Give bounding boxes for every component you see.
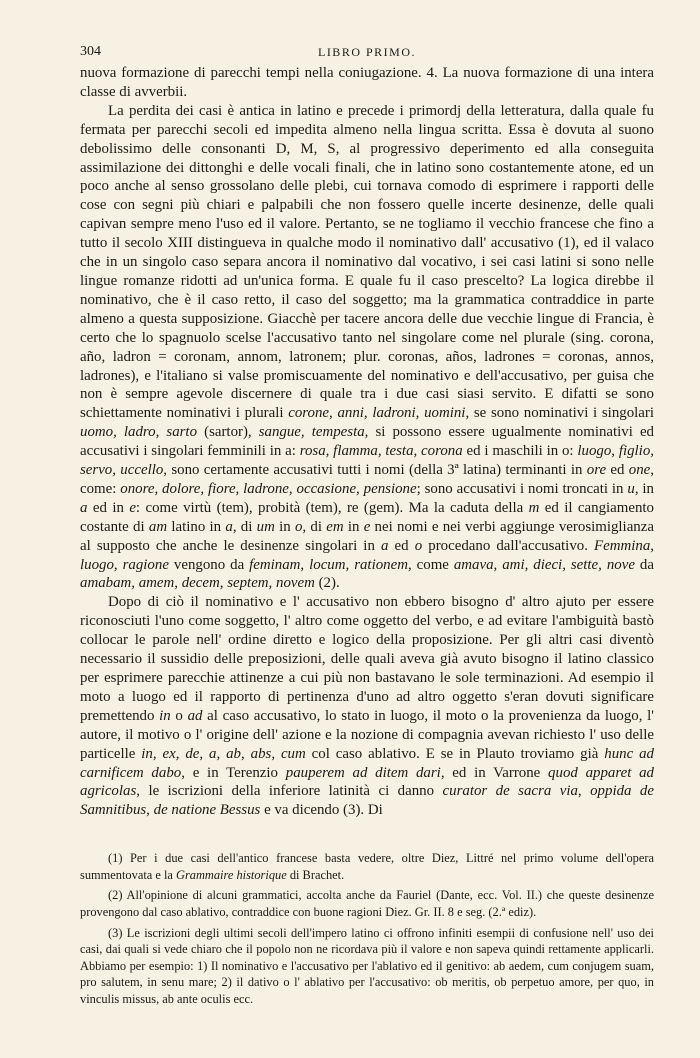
suffix-one: one [628, 462, 651, 479]
text-run: procedano dall'accusativo. [422, 537, 595, 554]
running-title: LIBRO PRIMO. [317, 45, 416, 59]
text-run: vengono da [168, 556, 250, 573]
footnote-1-tail: di Brachet. [286, 867, 345, 882]
letter-a: a [225, 518, 233, 535]
ending-um: um [256, 518, 275, 535]
text-run: e va dicendo (3). Di [260, 802, 383, 819]
esempi-accusativi: onore, dolore, fiore, ladrone, occasione, pensione [120, 480, 417, 497]
text-run: da [634, 556, 654, 573]
plurali-nominativi: corone, anni, ladroni, uomini [288, 405, 466, 422]
iscrizioni-quote: curator de sacra via, oppida de Samnitibus, de natione Bessus [80, 783, 654, 819]
text-run: o [170, 707, 188, 724]
suffix-ore: ore [586, 462, 607, 479]
page-header [80, 40, 654, 64]
footnote-1-title: Grammaire historique [176, 867, 287, 882]
text-run: : come virtù (tem), probità (tem), re (gem). Ma la caduta della [135, 499, 529, 516]
text-run: , ed in Varrone [440, 764, 549, 781]
latin-forms: feminam, locum, rationem [249, 556, 408, 573]
text-run: nei nomi e nei verbi aggiunge verosimiglianza al supposto che anche le desinenze singolari in [80, 518, 654, 554]
text-run: ; sono accusativi i nomi troncati in [416, 480, 628, 497]
sangue-tempesta: sangue, tempesta [258, 424, 365, 441]
text-run: , come: [80, 462, 654, 497]
ending-em: em [326, 518, 344, 535]
text-run: , di [302, 518, 327, 535]
letter-m: m [528, 499, 540, 516]
femminili-in-a: rosa, flamma, testa, corona [299, 443, 463, 460]
letter-o: o [294, 518, 303, 535]
prep-in: in [159, 707, 171, 724]
text-run: , si possono essere ugualmente nominativi ed accusativi i singolari femminili in a: [80, 424, 655, 460]
text-run: ed il cangiamento costante di [80, 499, 655, 535]
prep-ad: ad [187, 707, 203, 724]
text-run: , di [232, 518, 257, 535]
text-run: in [343, 518, 364, 535]
text-run: , le iscrizioni della inferiore latinità ci danno [136, 783, 443, 800]
particelle: in, ex, de, a, ab, abs, cum [141, 745, 306, 762]
paragraph-2 [80, 102, 654, 594]
text-run: in [274, 518, 295, 535]
footnote-3: (3) Le iscrizioni degli ultimi secoli dell'impero latino ci offrono infiniti esempii di confusione nell' uso dei casi, dai quali si vede chiaro che il popolo non ne ricordava più il valore e non sapeva quindi rettamente applicarli. Abbiamo per esempio: 1) Il nominativo e l'accusativo per l'ablativo ed il genitivo: ab aedem, cum conjugem suam, pro salutem, in senu mare; 2) il dativo o l' ablativo per l'accusativo: ob meritis, ob perpetuo amore, per quo, in vinculis missus, ab ante oculis ecc. [80, 925, 654, 1006]
text-run: al caso accusativo, lo stato in luogo, il moto o la provenienza da luogo, l' autore, il motivo o l' origine dell' azione e la nozione di compagnia avevan richiesto l' uso delle particelle [80, 707, 654, 762]
footnote-1-text: (1) Per i due casi dell'antico francese basta vedere, oltre Diez, Littré nel primo volume dell'opera summentovata e la [80, 851, 654, 882]
plauto-quote: hunc ad carnificem dabo [80, 745, 655, 781]
text-run: , in [634, 480, 654, 497]
paragraph-3 [80, 593, 654, 820]
letter-u: u [627, 480, 635, 497]
text-run: col caso ablativo. E se in Plauto troviamo già [305, 745, 605, 762]
paragraph-2-text: La perdita dei casi è antica in latino e precede i primordj della letteratura, dalla quale fu fermata per parecchi secoli ed impedita almeno nella lingua scritta. Essa è dovuta al suono debolissimo delle consonanti D, M, S, al progressivo deperimento ed alla conseguita assimilazione dei dittonghi e delle vocali finali, che in latino sono costantemente atone, ed un poco anche al senso grossolano delle plebi, cui tornava comodo di esprimere i rapporti delle cose con segni più chiari e palpabili che non fossero quelle incerte desinenze, delle quali capivan sempre meno l'uso ed il valore. Pertanto, se ne togliamo il vecchio francese che fino a tutto il secolo XIII distingueva in qualche modo il nominativo dall' accusativo (1), ed il valaco che in un singolo caso separa ancora il nominativo dal vocativo, i sei casi latini si sono nelle lingue romanze ridotti ad un'unica forma. E quale fu il caso prescelto? La logica direbbe il nominativo, che è il caso retto, il caso del soggetto; ma la grammatica contraddice in parte almeno a questa supposizione. Giacchè per tacere ancora delle due vecchie lingue di Francia, è certo che lo spagnuolo scelse l'accusativo tanto nel singolare come nel plurale (sing. corona, año, ladron = coronam, annom, latronem; plur. coronas, años, ladrones = coronas, annos, ladrones), e l'italiano si valse promiscuamente del nominativo e dell'accusativo, per guisa che non è sempre agevole discernere di quale tra i due casi siasi servito. E difatti se sono schiettamente nominativi i plurali [80, 102, 654, 422]
page-number: 304 [80, 44, 101, 59]
letter-e: e [129, 499, 136, 516]
main-text [80, 64, 654, 820]
maschili-in-o: luogo, figlio, servo, uccello [80, 443, 654, 479]
letter-a: a [381, 537, 389, 554]
footnote-1 [80, 850, 654, 883]
letter-a: a [80, 499, 88, 516]
latin-verbs: amabam, amem, decem, septem, novem [80, 575, 315, 592]
ending-am: am [148, 518, 168, 535]
text-run: , come [407, 556, 454, 573]
text-run: ed i maschili in o: [462, 443, 578, 460]
footnote-2: (2) All'opinione di alcuni grammatici, accolta anche da Fauriel (Dante, ecc. Vol. II.) che queste desinenze provengono dal caso ablativo, contraddice con buone ragioni Diez. Gr. II. 8 e seg. (2.ª ediz). [80, 888, 654, 920]
varrone-quote: quod apparet ad agricolas [80, 764, 654, 800]
text-run: latino in [167, 518, 226, 535]
letter-o: o [414, 537, 423, 554]
italian-forms: Femmina, luogo, ragione [80, 537, 654, 573]
paragraph-3-text: Dopo di ciò il nominativo e l' accusativo non ebbero bisogno d' altro ajuto per essere riconosciuti l'uno come soggetto, l' altro come oggetto del verbo, e ad evitare l'ambiguità bastò collocar le parole nell' ordine diretto e logico della proposizione. Per gli altri casi diventò necessario il sussidio delle preposizioni, delle quali aveva già avuto bisogno il latino classico per esprimere parecchie attinenze a cui più non bastavano le sole terminazioni. Ad esempio il moto a luogo ed il rapporto di pertinenza d'uno ad altro oggetto s'eran dovuti significare premettendo [80, 594, 654, 724]
text-run: ed [606, 462, 629, 479]
text-run: , e in Terenzio [181, 764, 286, 781]
text-run: , se sono nominativi i singolari [465, 405, 654, 422]
text-run: (2). [314, 575, 340, 592]
paragraph-1: nuova formazione di parecchi tempi nella coniugazione. 4. La nuova formazione di una intera classe di avverbii. [80, 65, 654, 100]
letter-e: e [363, 518, 371, 535]
text-run: ed [388, 537, 415, 554]
footnotes [80, 850, 654, 1007]
text-run: ed in [87, 499, 130, 516]
text-run: , sono certamente accusativi tutti i nomi (della 3ª latina) terminanti in [163, 462, 587, 479]
terenzio-quote: pauperem ad ditem dari [285, 764, 441, 781]
text-run: (sartor), [197, 424, 259, 441]
singolari-nominativi: uomo, ladro, sarto [80, 424, 198, 441]
italian-verbs: amava, ami, dieci, sette, nove [453, 556, 635, 573]
